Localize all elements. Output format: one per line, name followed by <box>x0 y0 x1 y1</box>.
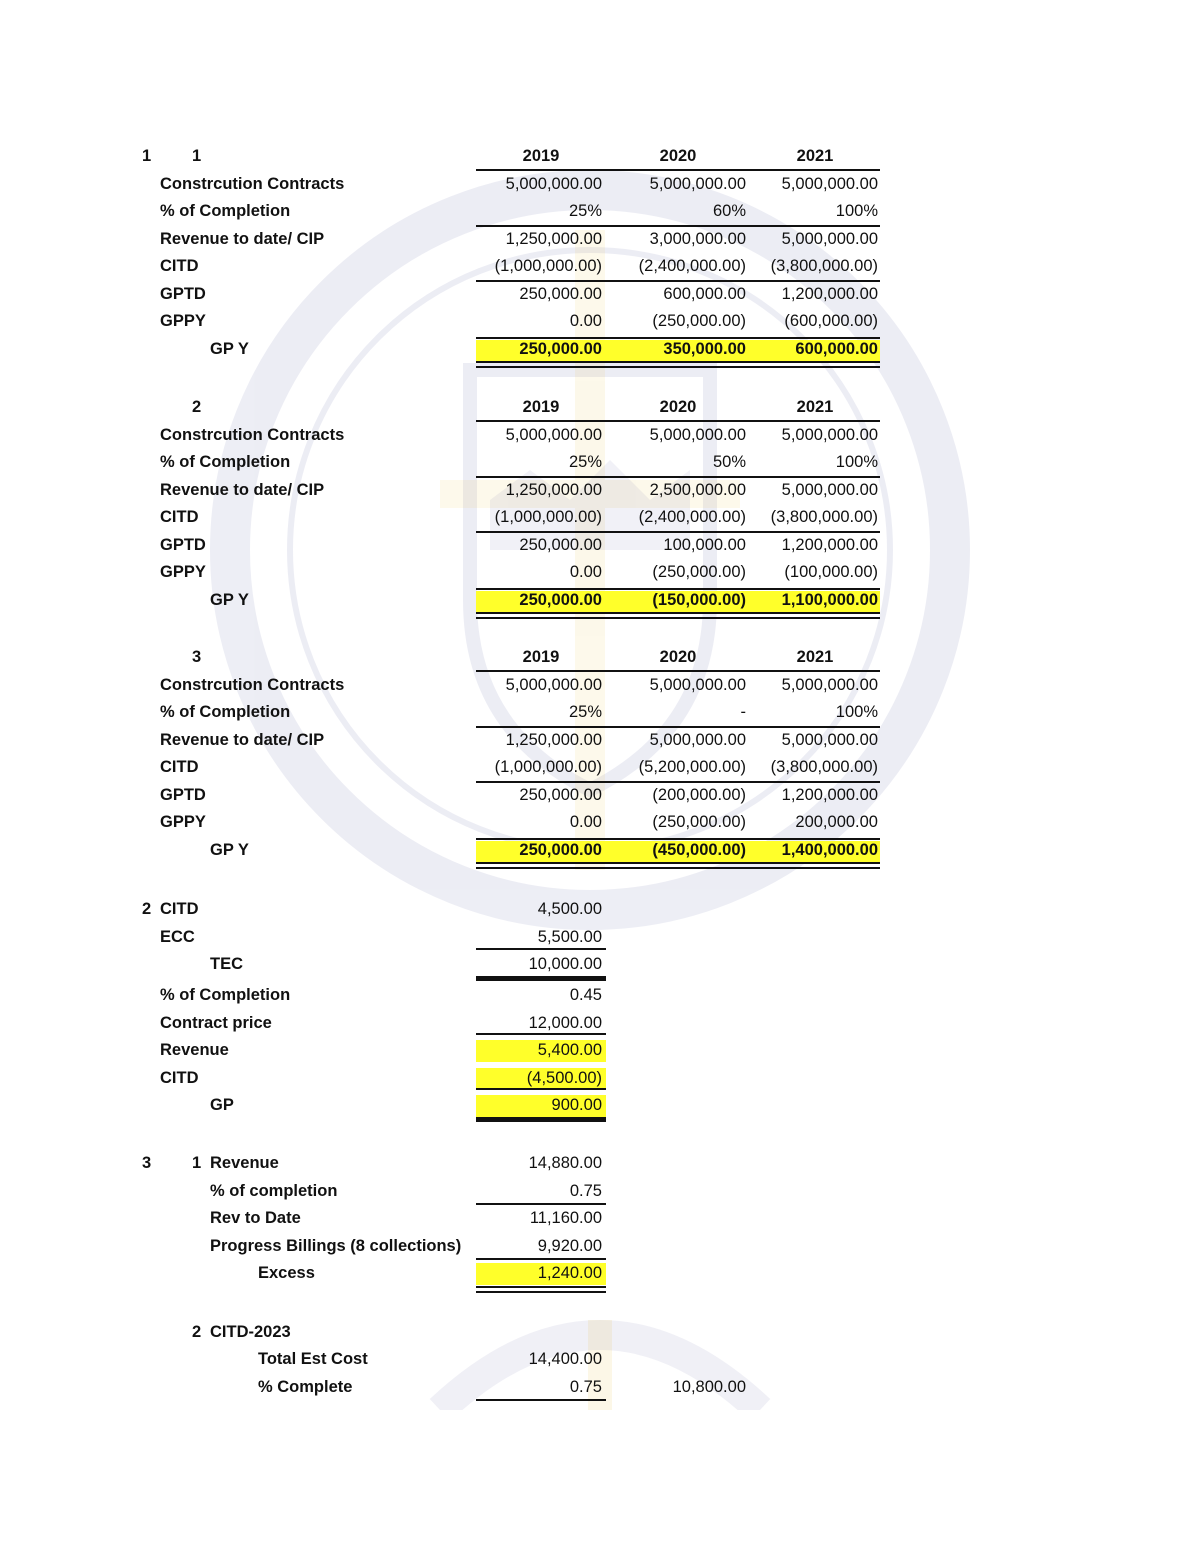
cell-value: 5,000,000.00 <box>649 174 746 193</box>
problem-number: 1 <box>192 147 202 165</box>
rule-line <box>476 280 880 282</box>
rule-line <box>476 1088 606 1090</box>
double-underline <box>476 612 880 619</box>
total-label: GP Y <box>210 590 249 609</box>
cell-value: 25% <box>568 202 602 220</box>
total-value: 350,000.00 <box>663 339 746 358</box>
cell-value: (3,800,000.00) <box>770 257 878 275</box>
cell-value: 4,500.00 <box>537 900 602 918</box>
cell-value: 9,920.00 <box>537 1237 602 1255</box>
rule-line <box>476 1258 606 1260</box>
cell-value: 0.00 <box>569 563 602 581</box>
header-underline <box>476 420 880 422</box>
row-label: GPTD <box>160 785 206 804</box>
row-label: Total Est Cost <box>258 1350 368 1368</box>
cell-value: (600,000.00) <box>784 312 878 330</box>
row-label: Progress Billings (8 collections) <box>210 1237 462 1255</box>
row-label: TEC <box>210 955 243 973</box>
row-label: Revenue to date/ CIP <box>160 229 325 248</box>
problem-number: 2 <box>192 398 202 416</box>
cell-value: 5,000,000.00 <box>781 229 878 248</box>
row-label: GPTD <box>160 284 206 303</box>
cell-value: 5,400.00 <box>537 1041 602 1059</box>
total-value: 250,000.00 <box>519 590 602 609</box>
cell-value: 1,200,000.00 <box>781 284 878 303</box>
row-label: GPTD <box>160 535 206 554</box>
total-value: 250,000.00 <box>519 840 602 859</box>
cell-value: 1,250,000.00 <box>505 229 602 248</box>
row-label: GP <box>210 1096 234 1114</box>
cell-value: 0.00 <box>569 813 602 831</box>
total-value: (450,000.00) <box>652 840 746 859</box>
row-label: Constrcution Contracts <box>160 675 345 694</box>
cell-value: 5,000,000.00 <box>781 425 878 444</box>
row-label: CITD <box>160 758 199 776</box>
year-header: 2019 <box>522 147 560 165</box>
cell-value: 12,000.00 <box>528 1013 602 1032</box>
row-label: Revenue to date/ CIP <box>160 730 325 749</box>
total-value: (150,000.00) <box>652 590 746 609</box>
problem-number: 3 <box>192 648 202 666</box>
rule-line <box>476 781 880 783</box>
cell-value: 600,000.00 <box>663 284 746 303</box>
cell-value: 5,000,000.00 <box>781 174 878 193</box>
cell-value: 0.45 <box>569 986 602 1004</box>
cell-value: 5,000,000.00 <box>649 425 746 444</box>
cell-value: (100,000.00) <box>784 563 878 581</box>
thick-rule <box>476 976 606 981</box>
cell-value: 1,200,000.00 <box>781 785 878 804</box>
header-underline <box>476 169 880 171</box>
cell-value: 5,500.00 <box>537 927 602 946</box>
total-label: GP Y <box>210 339 249 358</box>
cell-value: (1,000,000.00) <box>494 758 602 776</box>
row-label: CITD <box>160 508 199 526</box>
cell-value: 900.00 <box>551 1096 602 1114</box>
problem-number: 1 <box>192 1154 202 1172</box>
cell-value: 25% <box>568 703 602 721</box>
row-label: CITD <box>160 1068 199 1087</box>
row-label: CITD <box>160 257 199 275</box>
cell-value: 1,240.00 <box>537 1264 602 1282</box>
section-number: 2 <box>142 900 152 918</box>
cell-value: 250,000.00 <box>519 785 602 804</box>
cell-value: 5,000,000.00 <box>649 730 746 749</box>
total-value: 1,100,000.00 <box>781 590 878 609</box>
rule-line <box>476 531 880 533</box>
row-label: Revenue <box>210 1154 279 1172</box>
cell-value: 50% <box>712 453 746 471</box>
cell-value: (250,000.00) <box>652 563 746 581</box>
row-label: Revenue <box>160 1041 229 1059</box>
row-label: % of Completion <box>160 703 291 721</box>
row-label: Contract price <box>160 1013 272 1032</box>
row-label: GPPY <box>160 813 206 831</box>
cell-value: 2,500,000.00 <box>649 480 746 499</box>
cell-value: 5,000,000.00 <box>781 480 878 499</box>
cell-value: 3,000,000.00 <box>649 229 746 248</box>
cell-value: 0.75 <box>569 1182 602 1200</box>
row-label: Revenue to date/ CIP <box>160 480 325 499</box>
row-label: % Complete <box>258 1378 353 1396</box>
cell-value: 11,160.00 <box>529 1209 602 1227</box>
rule-line <box>476 476 880 478</box>
cell-value: 0.75 <box>569 1378 602 1396</box>
cell-value: (250,000.00) <box>652 813 746 831</box>
cell-value: (200,000.00) <box>652 785 746 804</box>
cell-value: 1,200,000.00 <box>781 535 878 554</box>
rule-line <box>476 1033 606 1035</box>
header-underline <box>476 670 880 672</box>
year-header: 2019 <box>522 648 560 666</box>
row-label: % of Completion <box>160 453 291 471</box>
cell-value: 5,000,000.00 <box>505 425 602 444</box>
year-header: 2021 <box>796 648 834 666</box>
year-header: 2021 <box>796 147 834 165</box>
cell-value: 250,000.00 <box>519 284 602 303</box>
cell-value: 10,000.00 <box>528 955 602 973</box>
double-underline <box>476 361 880 368</box>
cell-value: 5,000,000.00 <box>781 730 878 749</box>
double-underline <box>476 1286 606 1293</box>
total-value: 250,000.00 <box>519 339 602 358</box>
year-header: 2020 <box>659 648 697 666</box>
sub-title: CITD-2023 <box>210 1323 291 1341</box>
section-number: 3 <box>142 1154 152 1172</box>
year-header: 2019 <box>522 398 560 416</box>
rule-line <box>476 1203 606 1205</box>
rule-line <box>476 1399 606 1401</box>
cell-value: (1,000,000.00) <box>494 508 602 526</box>
section-number: 1 <box>142 147 152 165</box>
row-label: Constrcution Contracts <box>160 174 345 193</box>
cell-value: 5,000,000.00 <box>781 675 878 694</box>
row-label: GPPY <box>160 312 206 330</box>
cell-value: 100% <box>835 703 878 721</box>
row-label: CITD <box>160 900 199 918</box>
year-header: 2020 <box>659 398 697 416</box>
row-label: Constrcution Contracts <box>160 425 345 444</box>
cell-value: 200,000.00 <box>795 813 878 831</box>
cell-value: 14,880.00 <box>528 1154 602 1172</box>
cell-value: (1,000,000.00) <box>494 257 602 275</box>
rule-line <box>476 726 880 728</box>
rule-line <box>476 948 606 950</box>
cell-value: (2,400,000.00) <box>638 508 746 526</box>
cell-value: 5,000,000.00 <box>649 675 746 694</box>
total-value: 1,400,000.00 <box>781 840 878 859</box>
cell-value: 100% <box>835 453 878 471</box>
cell-value: 100,000.00 <box>663 535 746 554</box>
year-header: 2021 <box>796 398 834 416</box>
cell-value: 5,000,000.00 <box>505 675 602 694</box>
thick-rule <box>476 1117 606 1122</box>
row-label: Excess <box>258 1264 315 1282</box>
cell-value: 1,250,000.00 <box>505 730 602 749</box>
cell-value: 60% <box>712 202 746 220</box>
cell-value: (4,500.00) <box>526 1068 602 1087</box>
year-header: 2020 <box>659 147 697 165</box>
row-label: % of Completion <box>160 986 291 1004</box>
cell-value: 25% <box>568 453 602 471</box>
cell-value: (2,400,000.00) <box>638 257 746 275</box>
cell-value: - <box>740 703 746 721</box>
row-label: GPPY <box>160 563 206 581</box>
double-underline <box>476 862 880 869</box>
rule-line <box>476 225 880 227</box>
row-label: % of Completion <box>160 202 291 220</box>
row-label: ECC <box>160 927 195 946</box>
cell-value: 100% <box>835 202 878 220</box>
cell-value: 10,800.00 <box>672 1378 746 1396</box>
cell-value: 5,000,000.00 <box>505 174 602 193</box>
cell-value: 0.00 <box>569 312 602 330</box>
cell-value: (3,800,000.00) <box>770 758 878 776</box>
cell-value: (3,800,000.00) <box>770 508 878 526</box>
problem-number: 2 <box>192 1323 202 1341</box>
row-label: % of completion <box>210 1182 338 1200</box>
cell-value: 250,000.00 <box>519 535 602 554</box>
cell-value: (5,200,000.00) <box>638 758 746 776</box>
total-value: 600,000.00 <box>795 339 878 358</box>
row-label: Rev to Date <box>210 1209 301 1227</box>
cell-value: (250,000.00) <box>652 312 746 330</box>
cell-value: 14,400.00 <box>528 1350 602 1368</box>
cell-value: 1,250,000.00 <box>505 480 602 499</box>
total-label: GP Y <box>210 840 249 859</box>
